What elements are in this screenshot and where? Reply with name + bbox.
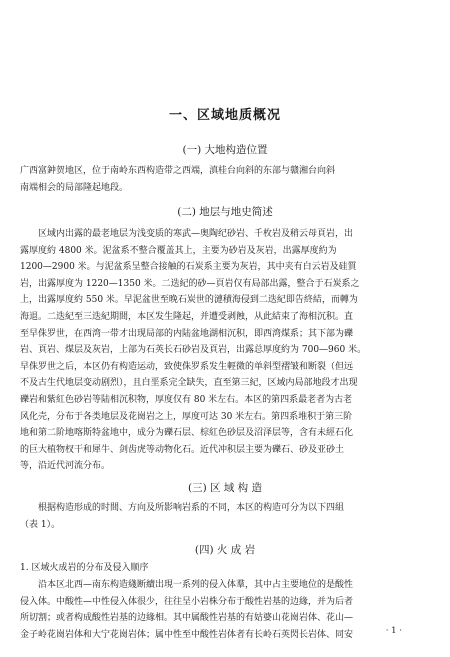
text-line: 所切割；或者构成酸性岩基的边緣相。其中属酸性岩基的有姑婆山花崗岩体、花山— <box>20 613 354 624</box>
section-body-igneous-rocks <box>20 577 428 643</box>
text-line: 早侏罗世之后，本区仍有构造运动，致使侏罗系发生輕微的单斜型褶皱和断裂（但远 <box>20 361 354 372</box>
text-line: 岩、頁岩、煤层及灰岩，上部为石英长石砂岩及頁岩，出露总厚度約为 700—960 米。 <box>20 345 367 356</box>
section-body-stratigraphy <box>20 226 428 475</box>
section-title-regional-structure: (三) 区 域 构 造 <box>187 482 263 494</box>
section-title-igneous-rocks: (四) 火 成 岩 <box>194 544 256 556</box>
section-body-regional-structure <box>20 500 428 533</box>
text-line: 露厚度約 4800 米。泥盆系不整合覆盖其上，主要为砂岩及灰岩，出露厚度約为 <box>20 245 337 256</box>
text-line: 沿本区北西—南东构造綫断續出現一系列的侵入体羣，其中占主要地位的是酸性 <box>38 580 354 590</box>
text-line: 金子岭花崗岩体和大宁花崗岩体；属中性至中酸性岩体者有长岭石英閃长岩体、同安 <box>20 629 354 640</box>
text-line: 地和第二阶地喀斯特盆地中，成分为礫石层、棕紅色砂层及沼泽层等，含有未經石化 <box>20 428 354 439</box>
chapter-title: 一、区域地质概况 <box>168 108 281 123</box>
subheading-distribution: 1. 区域火成岩的分布及侵入顺序 <box>20 563 149 573</box>
section-title-tectonic-position: (一) 大地构造位置 <box>182 144 268 156</box>
text-line: 区域内出露的最老地层为浅变质的寒武—奥陶纪砂岩、千枚岩及稍云母頁岩，出 <box>38 229 354 239</box>
page-number: · 1 · <box>385 626 402 636</box>
text-line: 等，沿近代河流分布。 <box>20 461 111 472</box>
section-title-stratigraphy: (二) 地层与地史简述 <box>177 206 273 218</box>
text-line: 风化壳，分布于各类地层及花崗岩之上，厚度可达 30 米左右。第四系堆积于第三阶 <box>20 411 353 422</box>
text-line: 广西富鈡贺地区，位于南岭东西构造带之西端，滇桂台向斜的东部与赣湘台向斜 <box>20 166 336 176</box>
text-line: 根据构造形成的时間、方向及所影响岩系的不同，本区的构造可分为以下四組 <box>38 503 345 513</box>
text-line: 侵入体。中酸性—中性侵入体很少，往往呈小岩株分布于酸性岩基的边緣，并为后者 <box>20 596 354 607</box>
text-line: 1200—2900 米。与泥盆系呈整合接触的石炭系主要为灰岩，其中夹有白云岩及硅質 <box>20 262 357 273</box>
text-line: 岩，出露厚度为 1220—1350 米。二迭紀的砂—頁岩仅有局部出露，整合于石炭系之 <box>20 278 360 289</box>
text-line: 海退。二迭紀至三迭紀期間，本区发生隆起，并遭受剥蝕，从此結束了海相沉积。直 <box>20 311 354 322</box>
section-body-tectonic-position <box>20 163 428 196</box>
text-line: 至早侏罗世，在西湾一带才出现局部的内陆盆地湖相沉积，即西湾煤系；其下部为礫 <box>20 328 354 339</box>
text-line: 的巨大植物杈干和犀牛、剑齿虎等动物化石。近代冲积层主要为礫石、砂及亚砂土 <box>20 444 345 455</box>
text-line: （表 1）。 <box>20 519 61 530</box>
text-line: 不及古生代地层变动剧烈），且白垩系完全缺失，直至第三紀，区域内局部地段才出现 <box>20 378 358 389</box>
text-line: 礫岩和紫紅色砂岩等陆相沉积物，厚度仅有 80 米左右。本区的第四系最老者为古老 <box>20 394 353 405</box>
text-line: 上，出露厚度約 550 米。早泥盆世至晚石炭世的漣積海侵到二迭紀即告終結，而轉为 <box>20 295 358 306</box>
text-line: 南端相会的局部隆起地段。 <box>20 182 129 193</box>
